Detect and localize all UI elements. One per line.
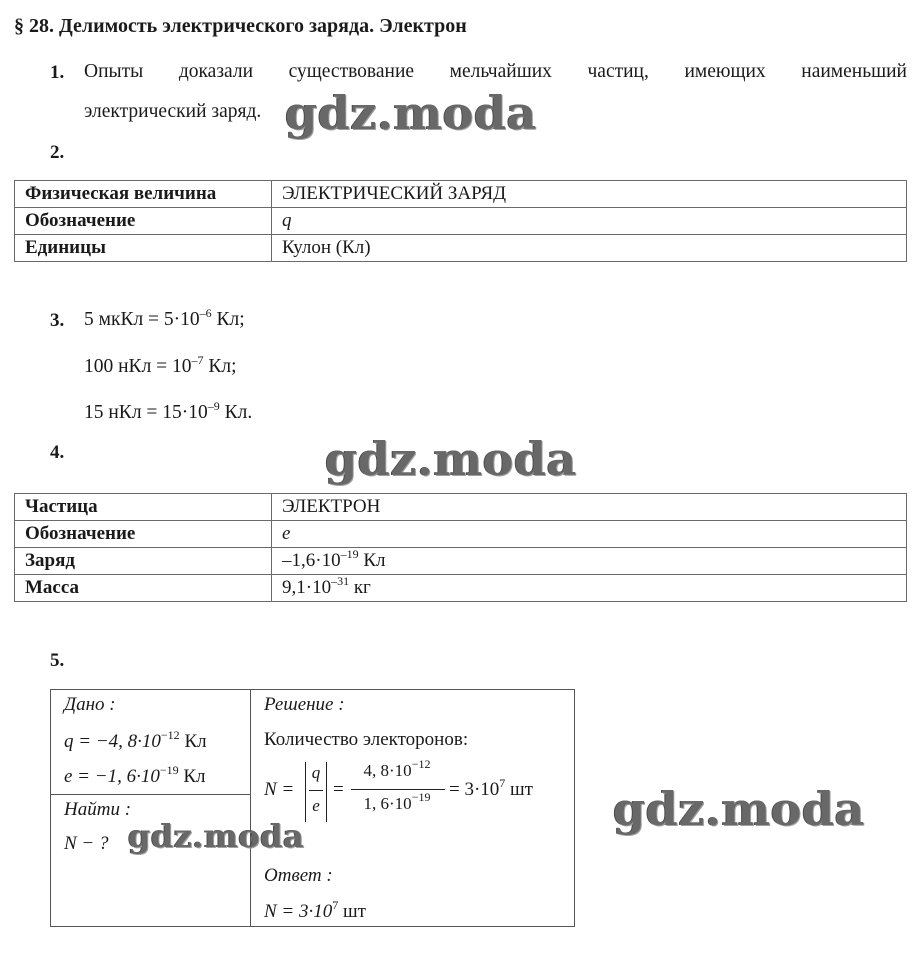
task3-line [84, 398, 253, 424]
table-cell-value [272, 494, 907, 521]
particle-table [14, 493, 907, 602]
table-cell-value [272, 575, 907, 602]
fraction-denominator [349, 790, 445, 814]
formula-eq: = [333, 779, 344, 800]
conversion-lhs: 100 нКл = 10 [84, 356, 192, 377]
table-cell-label: Заряд [15, 548, 272, 575]
denominator-text: 1, 6·10 [363, 794, 412, 813]
exponent: 7 [499, 775, 506, 790]
table-row [15, 521, 907, 548]
given-e-text: e = −1, 6·10 [64, 766, 160, 787]
task3-line [84, 305, 245, 331]
task3-line [84, 352, 237, 378]
unit-text: шт [338, 901, 366, 922]
formula-result [449, 775, 533, 801]
task2-number: 2. [50, 142, 65, 163]
table-row [15, 181, 907, 208]
exponent: −12 [160, 727, 180, 742]
find-label: Найти : [64, 799, 132, 820]
exponent: –19 [340, 546, 359, 561]
task1-line1: Опыты доказали существование мельчайших частиц, имеющих наименьший [84, 61, 907, 82]
task3-number: 3. [50, 310, 65, 331]
table-cell-label: Обозначение [15, 521, 272, 548]
task1-line2: электрический заряд. [84, 101, 262, 122]
conversion-rhs: Кл; [211, 309, 245, 330]
table-cell-value: q [272, 208, 907, 235]
value-text: 9,1·10 [282, 577, 332, 598]
watermark: gdz.moda [128, 817, 305, 855]
value-text: ЭЛЕКТРОН [282, 496, 381, 517]
solution-text: Количество электоронов: [264, 729, 469, 750]
table-row [15, 494, 907, 521]
fraction-bar [309, 790, 323, 791]
formula-e: e [312, 796, 320, 815]
formula-q: q [311, 763, 321, 782]
table-cell-label: Масса [15, 575, 272, 602]
task5-number: 5. [50, 650, 65, 671]
abs-bar-right [326, 762, 327, 822]
table-row [15, 235, 907, 262]
exponent: −12 [411, 757, 431, 772]
conversion-rhs: Кл. [219, 402, 253, 423]
exponent: 7 [332, 897, 339, 912]
quantity-table [14, 180, 907, 262]
table-cell-value: ЭЛЕКТРИЧЕСКИЙ ЗАРЯД [272, 181, 907, 208]
exponent: –7 [191, 352, 204, 367]
find-value: N − ? [64, 833, 109, 854]
exponent: –31 [331, 573, 350, 588]
fraction-bar [351, 789, 445, 790]
exponent: −19 [411, 790, 431, 805]
unit-text: Кл [358, 550, 386, 571]
problem-box [50, 689, 575, 927]
value-text: –1,6·10 [282, 550, 341, 571]
fraction-numerator [349, 757, 445, 781]
unit-text: шт [505, 779, 533, 800]
answer-value [264, 897, 366, 923]
table-cell-value [272, 521, 907, 548]
answer-label: Ответ : [264, 865, 333, 886]
abs-bar-left [305, 762, 306, 822]
divider [250, 690, 251, 926]
given-q [64, 727, 207, 753]
result-text: = 3·10 [449, 779, 500, 800]
value-text: e [282, 523, 291, 544]
conversion-rhs: Кл; [203, 356, 237, 377]
formula-n: N = [264, 779, 295, 800]
exponent: –9 [207, 398, 220, 413]
table-cell-label: Частица [15, 494, 272, 521]
given-e [64, 762, 206, 788]
table-cell-label: Обозначение [15, 208, 272, 235]
given-q-text: q = −4, 8·10 [64, 731, 161, 752]
table-cell-label: Единицы [15, 235, 272, 262]
watermark: gdz.moda [285, 86, 537, 140]
conversion-lhs: 15 нКл = 15·10 [84, 402, 208, 423]
task4-number: 4. [50, 442, 65, 463]
given-label: Дано : [64, 694, 116, 715]
table-cell-value [272, 548, 907, 575]
numerator-text: 4, 8·10 [363, 761, 412, 780]
watermark: gdz.moda [613, 782, 865, 836]
solution-label: Решение : [264, 694, 345, 715]
unit-text: Кл [178, 766, 206, 787]
exponent: –6 [199, 305, 212, 320]
table-row [15, 548, 907, 575]
exponent: −19 [159, 762, 179, 777]
conversion-lhs: 5 мкКл = 5·10 [84, 309, 200, 330]
unit-text: Кл [179, 731, 207, 752]
task1-number: 1. [50, 62, 65, 83]
unit-text: кг [349, 577, 371, 598]
page-title: § 28. Делимость электрического заряда. Электрон [14, 15, 467, 37]
table-row [15, 575, 907, 602]
table-cell-value: Кулон (Кл) [272, 235, 907, 262]
divider [51, 794, 250, 795]
watermark: gdz.moda [325, 432, 577, 486]
table-cell-label: Физическая величина [15, 181, 272, 208]
answer-text: N = 3·10 [264, 901, 333, 922]
table-row [15, 208, 907, 235]
